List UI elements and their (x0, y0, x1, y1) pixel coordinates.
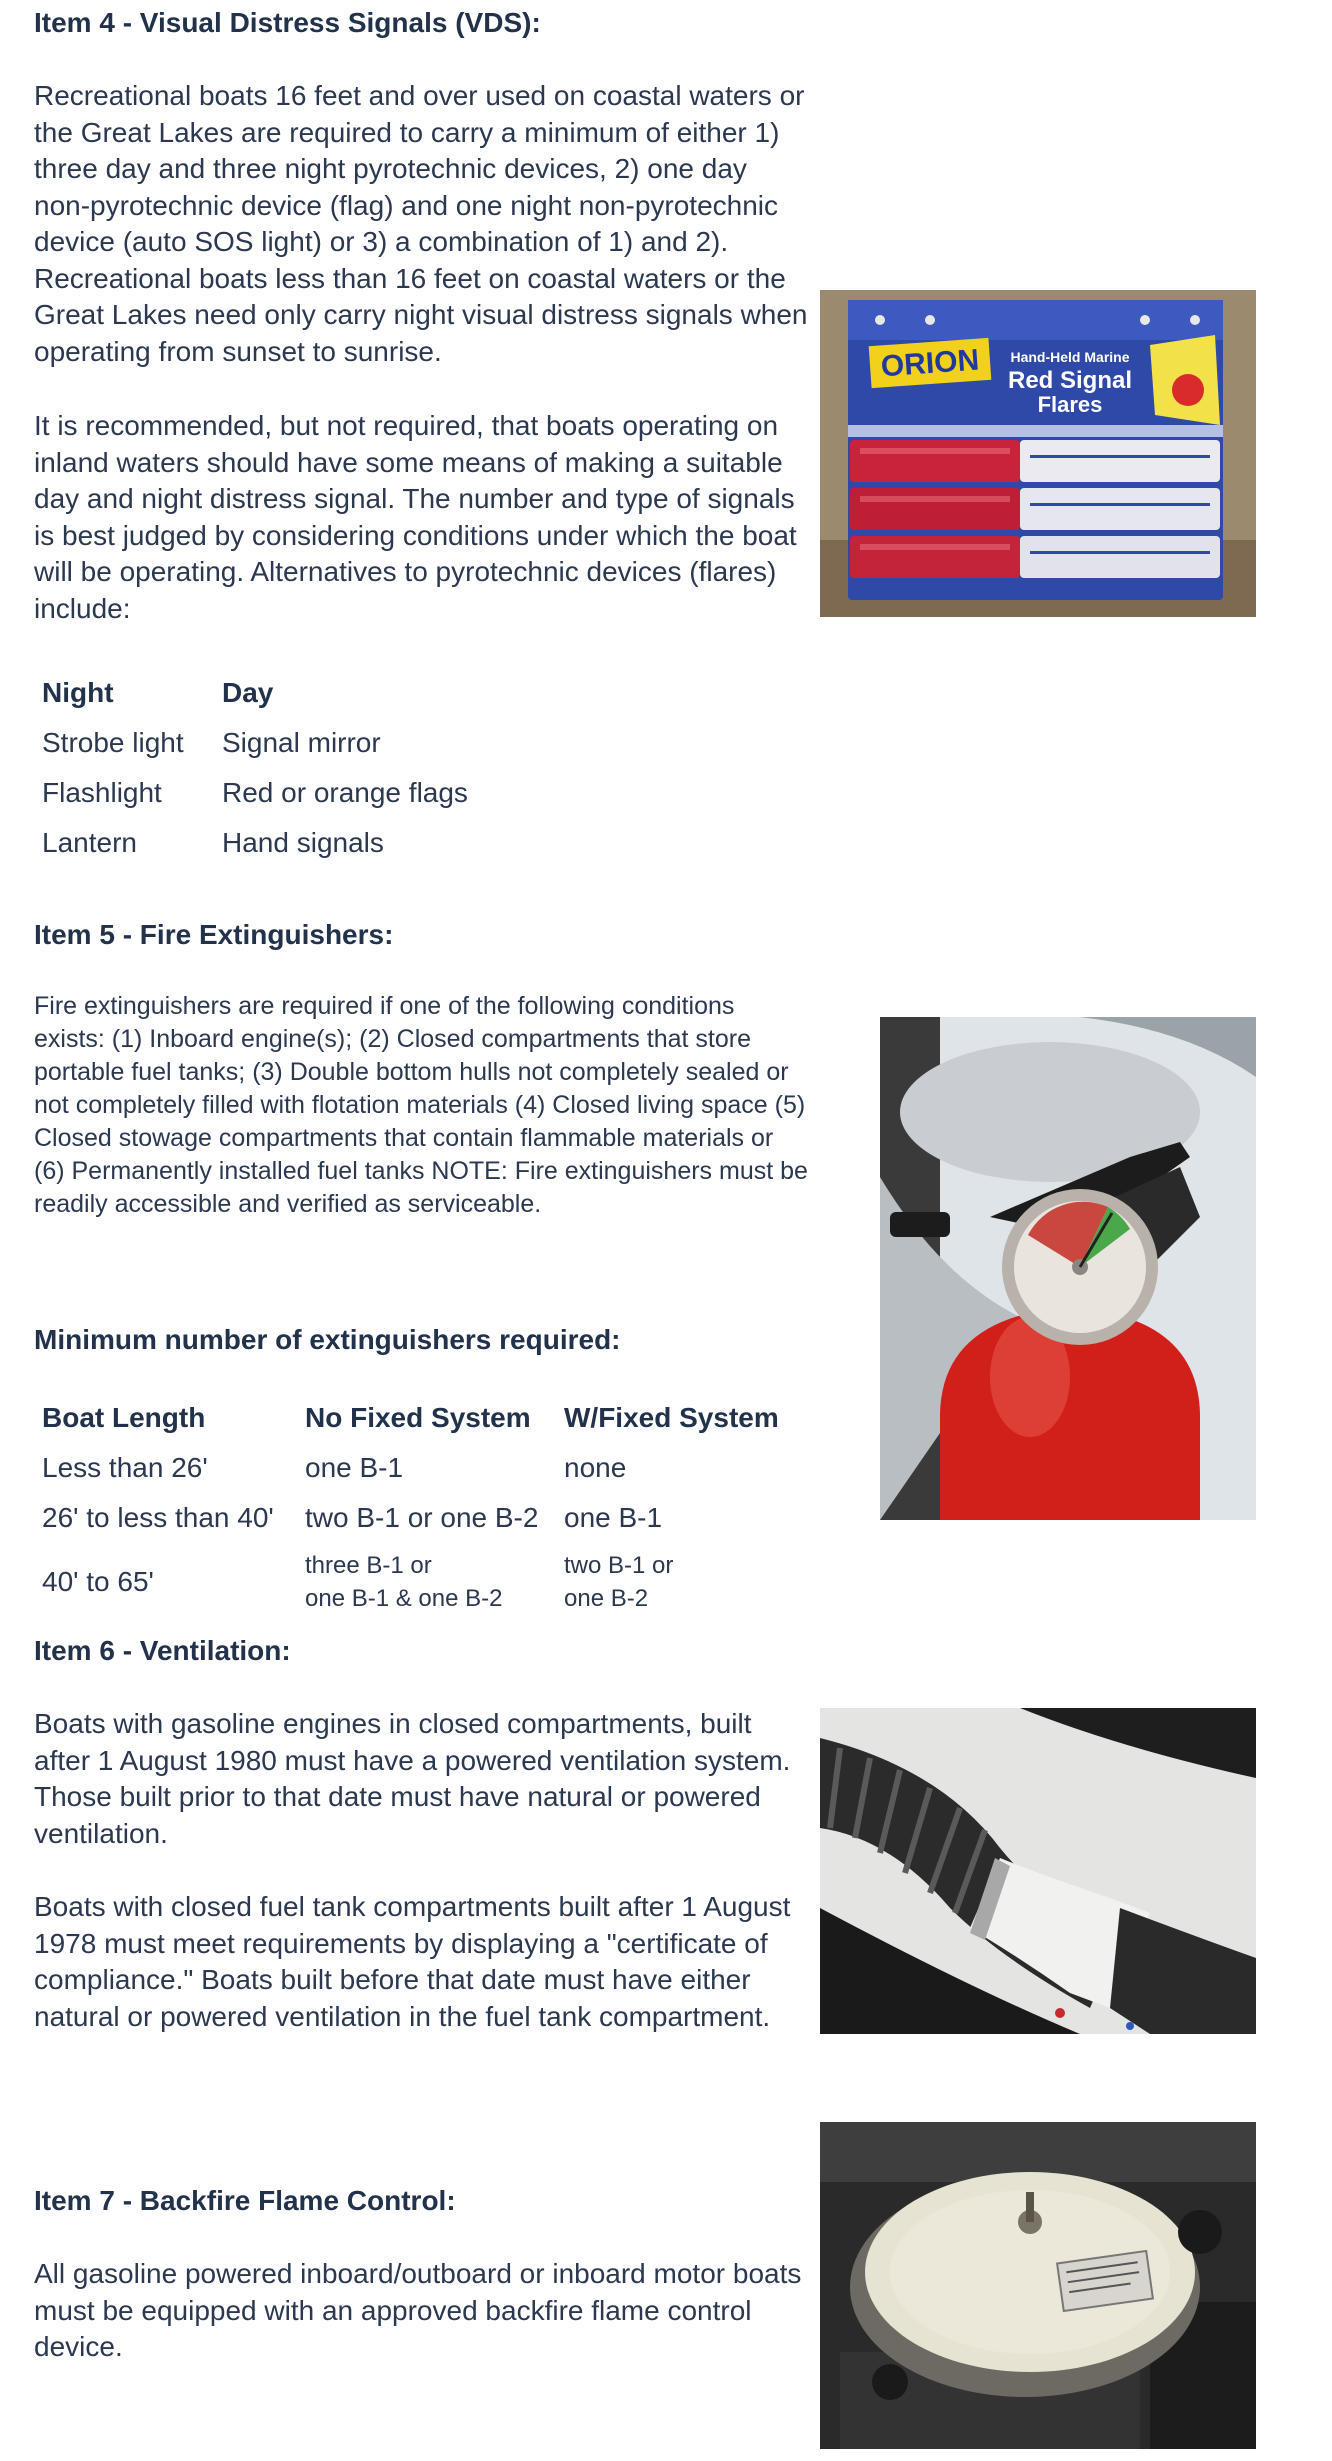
table-cell: Lantern (42, 827, 137, 858)
table-cell: one B-1 (305, 1452, 404, 1483)
ventilation-hose-photo (820, 1708, 1256, 2034)
table-row (42, 718, 468, 768)
cell-line: one B-1 & one B-2 (305, 1585, 503, 1612)
table-row (42, 1493, 779, 1543)
table-cell: 40' to 65' (42, 1566, 154, 1597)
item7-heading: Item 7 - Backfire Flame Control: (34, 2185, 456, 2216)
extinguisher-requirements-table (42, 1393, 779, 1621)
item6-paragraph-2: Boats with closed fuel tank compartments built after 1 August 1978 must meet requirements by displaying a "certificate of compliance." Boats built before that date must have either natural or powered ventilation in the fuel tank compartment. (34, 1891, 791, 2032)
extinguishers-min-heading: Minimum number of extinguishers required: (34, 1324, 621, 1355)
item5-paragraph: Fire extinguishers are required if one of the following conditions exists: (1) Inboard engine(s); (2) Closed compartments that store portable fuel tanks; (3) Double bottom hulls not completely sealed or not completely filled with flotation materials (4) Closed living space (5) Closed stowage compartments that contain flammable materials or (6) Permanently installed fuel tanks NOTE: Fire extinguishers must be readily accessible and verified as serviceable. (34, 992, 808, 1218)
item6-paragraph-1: Boats with gasoline engines in closed compartments, built after 1 August 1980 must have a powered ventilation system. Those built prior to that date must have natural or powered ventilation. (34, 1708, 791, 1849)
column-header-fixed-system: W/Fixed System (564, 1402, 779, 1433)
item6-heading: Item 6 - Ventilation: (34, 1635, 291, 1666)
table-cell: Strobe light (42, 727, 184, 758)
svg-text:ORION: ORION (879, 343, 981, 384)
item4-paragraph-2: It is recommended, but not required, that boats operating on inland waters should have some means of making a suitable day and night distress signal. The number and type of signals is best judged by considering conditions under which the boat will be operating. Alternatives to pyrotechnic devices (flares) include: (34, 410, 797, 624)
column-header-day: Day (222, 677, 274, 708)
table-cell: Less than 26' (42, 1452, 208, 1483)
cell-line: one B-2 (564, 1585, 649, 1612)
item4-paragraph-1: Recreational boats 16 feet and over used on coastal waters or the Great Lakes are required to carry a minimum of either 1) three day and three night pyrotechnic devices, 2) one day non-pyrotechnic device (flag) and one night non-pyrotechnic device (auto SOS light) or 3) a combination of 1) and 2). Recreational boats less than 16 feet on coastal waters or the Great Lakes need only carry night visual distress signals when operating from sunset to sunrise. (34, 80, 808, 367)
signal-flares-photo (820, 290, 1256, 617)
table-row (42, 1543, 779, 1621)
vds-alternatives-table (42, 668, 468, 868)
table-cell: none (564, 1452, 627, 1483)
svg-text:Flares: Flares (1037, 392, 1103, 417)
table-header-row (42, 668, 468, 718)
table-cell: two B-1 or one B-2 (305, 1502, 539, 1533)
table-cell: Signal mirror (222, 727, 381, 758)
svg-text:Hand-Held Marine: Hand-Held Marine (1010, 349, 1130, 365)
table-cell (305, 1543, 564, 1621)
table-row (42, 1443, 779, 1493)
table-row (42, 768, 468, 818)
item5-heading: Item 5 - Fire Extinguishers: (34, 919, 394, 950)
column-header-no-fixed-system: No Fixed System (305, 1402, 531, 1433)
table-cell: Flashlight (42, 777, 162, 808)
fire-extinguisher-photo (880, 1017, 1256, 1520)
cell-line: two B-1 or (564, 1552, 674, 1579)
item7-paragraph: All gasoline powered inboard/outboard or inboard motor boats must be equipped with an approved backfire flame control device. (34, 2258, 802, 2362)
table-cell: Hand signals (222, 827, 384, 858)
table-cell: one B-1 (564, 1502, 663, 1533)
item4-heading: Item 4 - Visual Distress Signals (VDS): (34, 7, 541, 38)
table-cell: 26' to less than 40' (42, 1502, 274, 1533)
backfire-flame-arrestor-photo (820, 2122, 1256, 2449)
table-cell: Red or orange flags (222, 777, 468, 808)
cell-line: three B-1 or (305, 1552, 432, 1579)
column-header-night: Night (42, 677, 114, 708)
table-header-row (42, 1393, 779, 1443)
table-row (42, 818, 468, 868)
svg-text:Red Signal: Red Signal (1007, 367, 1133, 394)
column-header-boat-length: Boat Length (42, 1402, 206, 1433)
table-cell (564, 1543, 779, 1621)
